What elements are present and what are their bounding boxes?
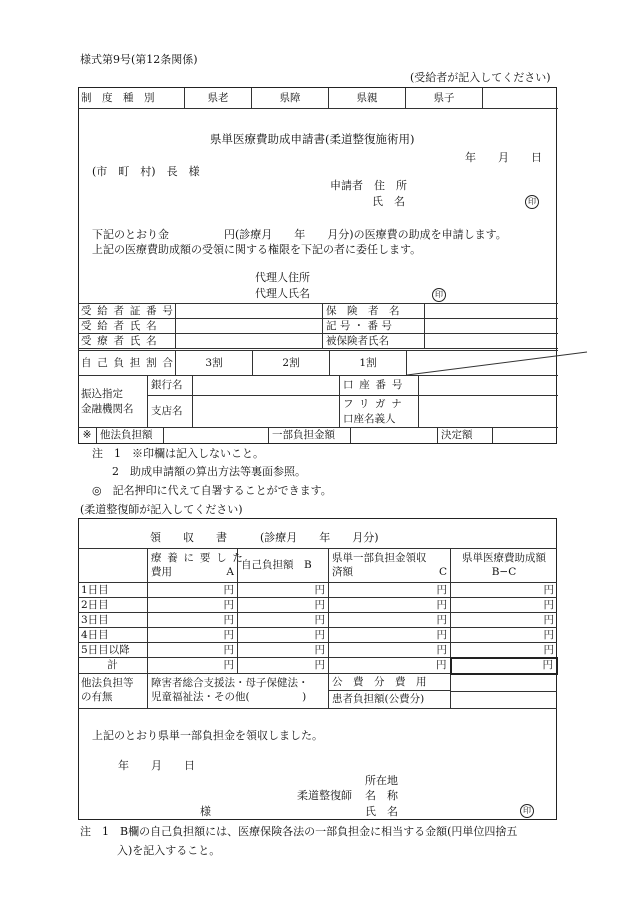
yen-d-1[interactable]: 円 [451, 583, 558, 598]
sama-label: 様 [200, 805, 211, 818]
receipt-head-blank [78, 549, 148, 583]
applicant-address: 申請者 住 所 [330, 179, 407, 192]
yen-d-3[interactable]: 円 [451, 613, 558, 628]
patient-public-label: 患者負担額(公費分) [332, 693, 425, 706]
col-c-1: 県単一部負担金領収 [332, 551, 427, 564]
yen-c-total[interactable]: 円 [329, 658, 451, 674]
applicant-name: 氏 名 [372, 195, 405, 208]
col-d-1: 県単医療費助成額 [462, 551, 546, 564]
yen-b-3[interactable]: 円 [238, 613, 329, 628]
ratio-row [78, 350, 558, 376]
account-no-field[interactable] [419, 376, 559, 396]
practitioner-name-label: 名 称 [365, 789, 398, 802]
yen-a-total[interactable]: 円 [148, 658, 238, 674]
row-label-2: 2日目 [78, 598, 148, 613]
ratio-blank [407, 351, 559, 376]
bottom-row [78, 427, 558, 443]
holder-label: 口座名義人 [343, 412, 396, 425]
addressee: (市 町 村) 長 様 [92, 165, 200, 178]
receipt-table [78, 548, 558, 709]
decision-label: 決定額 [438, 428, 493, 443]
partial-label: 一部負担金額 [269, 428, 351, 443]
other-law-label: 他法負担額 [97, 428, 164, 443]
col-c-3: C [438, 565, 447, 578]
ratio-3[interactable]: 3割 [176, 351, 253, 376]
recipient-table [78, 303, 558, 349]
account-no-label: 口座番号 [340, 376, 419, 396]
agent-name: 代理人氏名 [255, 287, 310, 300]
note-3: ◎ 記名押印に代えて自署することができます。 [92, 484, 332, 497]
insured-name-label: 被保険者氏名 [323, 334, 425, 349]
bank-label-1: 振込指定 [81, 387, 123, 400]
note-b-1: 注 1 B欄の自己負担額には、医療保険各法の一部負担金に相当する金額(円単位四捨五 [80, 825, 518, 838]
yen-c-5[interactable]: 円 [329, 643, 451, 658]
public-fields[interactable] [451, 674, 558, 709]
type-option-3[interactable]: 県親 [329, 88, 406, 108]
holder-field[interactable] [419, 396, 559, 428]
insurer-label: 保 険 者 名 [323, 304, 425, 319]
ratio-label: 自己負担割合 [78, 351, 176, 376]
branch-field[interactable] [193, 396, 340, 428]
bank-label [78, 376, 148, 428]
practitioner-person-label: 氏 名 [365, 805, 398, 818]
ratio-1[interactable]: 1割 [330, 351, 407, 376]
bank-name-label: 銀行名 [148, 376, 193, 396]
agent-address: 代理人住所 [255, 271, 310, 284]
received-text: 上記のとおり県単一部負担金を領収しました。 [92, 729, 323, 742]
insurer-field[interactable] [425, 304, 559, 319]
col-d-head [451, 549, 558, 583]
row-label-5: 5日目以降 [78, 643, 148, 658]
yen-d-total[interactable]: 円 [451, 658, 558, 674]
yen-c-3[interactable]: 円 [329, 613, 451, 628]
col-a-1: 療養に要した [151, 551, 249, 564]
practitioner-note: (柔道整復師が記入してください) [80, 503, 243, 516]
note-b-2: 入)を記入すること。 [117, 844, 221, 857]
col-a-2: 費用 [151, 565, 172, 578]
col-a-3: A [226, 565, 234, 578]
row-label-3: 3日目 [78, 613, 148, 628]
type-option-4[interactable]: 県子 [406, 88, 483, 108]
diagonal-line [407, 351, 587, 376]
practitioner-seal-icon: 印 [520, 804, 534, 818]
public-labels [329, 674, 451, 709]
col-a-head [148, 549, 249, 583]
patient-name-label: 受療者氏名 [78, 334, 176, 349]
row-label-total: 計 [78, 658, 148, 674]
yen-a-2[interactable]: 円 [148, 598, 238, 613]
application-date: 年 月 日 [465, 151, 542, 164]
col-b-head: 自己負担額 B [238, 549, 329, 583]
holder-labels [340, 396, 419, 428]
other-law-field[interactable] [164, 428, 269, 443]
branch-label: 支店名 [148, 396, 193, 428]
yen-c-2[interactable]: 円 [329, 598, 451, 613]
type-blank [483, 88, 559, 108]
cert-no-field[interactable] [176, 304, 323, 319]
bank-table [78, 375, 558, 428]
yen-d-5[interactable]: 円 [451, 643, 558, 658]
mark-cell: ※ [78, 428, 97, 443]
col-c-2: 済額 [332, 565, 353, 578]
furigana-label: フリガナ [343, 397, 408, 410]
recipient-name-label: 受給者氏名 [78, 319, 176, 334]
location-label: 所在地 [365, 774, 398, 787]
yen-a-5[interactable]: 円 [148, 643, 238, 658]
bank-label-2: 金融機関名 [81, 402, 134, 415]
receipt-title: 領 収 書 (診療月 年 月分) [150, 531, 379, 544]
yen-b-5[interactable]: 円 [238, 643, 329, 658]
col-c-head [329, 549, 451, 583]
type-row [78, 88, 558, 109]
bank-name-field[interactable] [193, 376, 340, 396]
yen-b-4[interactable]: 円 [238, 628, 329, 643]
yen-a-1[interactable]: 円 [148, 583, 238, 598]
public-cost-field[interactable] [451, 675, 557, 692]
agent-seal-icon: 印 [432, 288, 446, 302]
yen-b-total[interactable]: 円 [238, 658, 329, 674]
application-body-1: 下記のとおり金 円(診療月 年 月分)の医療費の助成を申請します。 [92, 228, 507, 241]
row-label-4: 4日目 [78, 628, 148, 643]
symbol-no-field[interactable] [425, 319, 559, 334]
type-option-2[interactable]: 県障 [252, 88, 329, 108]
recipient-note: (受給者が記入してください) [410, 71, 551, 84]
yen-a-3[interactable]: 円 [148, 613, 238, 628]
note-1: 注 1 ※印欄は記入しないこと。 [92, 447, 264, 460]
note-2: 2 助成申請額の算出方法等裏面参照。 [112, 465, 306, 478]
other-label [78, 674, 148, 709]
receipt-date: 年 月 日 [118, 759, 195, 772]
yen-b-1[interactable]: 円 [238, 583, 329, 598]
yen-b-2[interactable]: 円 [238, 598, 329, 613]
practitioner-label: 柔道整復師 [297, 789, 352, 802]
other-text-2: 児童福祉法・その他( ) [151, 690, 307, 703]
type-label: 制 度 種 別 [78, 88, 185, 108]
yen-d-2[interactable]: 円 [451, 598, 558, 613]
other-label-2: の有無 [81, 690, 113, 703]
seal-icon: 印 [525, 195, 539, 209]
row-label-1: 1日目 [78, 583, 148, 598]
recipient-name-field[interactable] [176, 319, 323, 334]
form-number: 様式第9号(第12条関係) [80, 53, 198, 66]
other-text-1: 障害者総合支援法・母子保健法・ [151, 677, 309, 690]
application-body-2: 上記の医療費助成額の受領に関する権限を下記の者に委任します。 [92, 243, 422, 256]
col-d-2: B−C [491, 565, 517, 578]
ratio-2[interactable]: 2割 [253, 351, 330, 376]
symbol-no-label: 記 号 ・ 番 号 [323, 319, 425, 334]
other-text[interactable] [148, 674, 329, 709]
insured-name-field[interactable] [425, 334, 559, 349]
patient-name-field[interactable] [176, 334, 323, 349]
application-title: 県単医療費助成申請書(柔道整復施術用) [210, 132, 415, 146]
yen-a-4[interactable]: 円 [148, 628, 238, 643]
patient-public-field[interactable] [451, 692, 557, 708]
public-cost-label: 公 費 分 費 用 [329, 674, 450, 691]
yen-c-1[interactable]: 円 [329, 583, 451, 598]
type-option-1[interactable]: 県老 [185, 88, 252, 108]
cert-no-label: 受給者証番号 [78, 304, 176, 319]
decision-field[interactable] [493, 428, 559, 443]
yen-d-4[interactable]: 円 [451, 628, 558, 643]
partial-field[interactable] [351, 428, 438, 443]
yen-c-4[interactable]: 円 [329, 628, 451, 643]
other-label-1: 他法負担等 [81, 677, 134, 690]
